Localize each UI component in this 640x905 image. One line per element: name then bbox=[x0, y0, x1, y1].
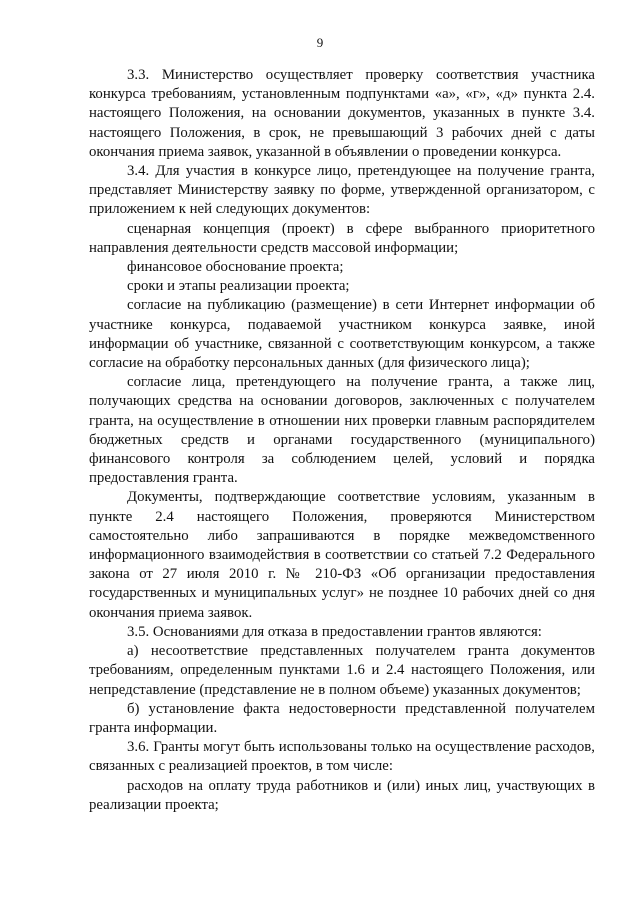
paragraph-3-3: 3.3. Министерство осуществляет проверку соответствия участника конкурса требованиям, установленным подпунктами «а», «г», «д» пункта 2.4. настоящего Положения, на основании документов, указанных в пункте 3.4. настоящего Положения, в срок, не превышающий 3 рабочих дней с даты окончания приема заявок, указанной в объявлении о проведении конкурса. bbox=[89, 67, 595, 160]
list-item-inspection-consent: согласие лица, претендующего на получение гранта, а также лиц, получающих средства на основании договоров, заключенных с получателем гранта, на осуществление в отношении них проверки главным распорядителем бюджетных средств и органами государственного (муниципального) финансового контроля за соблюдением целей, условий и порядка предоставления гранта. bbox=[89, 374, 595, 487]
list-item-timeline: сроки и этапы реализации проекта; bbox=[127, 278, 350, 295]
page-number: 9 bbox=[316, 35, 324, 50]
paragraph-3-6: 3.6. Гранты могут быть использованы только на осуществление расходов, связанных с реализацией проектов, в том числе: bbox=[89, 739, 595, 775]
document-body bbox=[89, 66, 595, 815]
refusal-ground-b: б) установление факта недостоверности представленной получателем гранта информации. bbox=[89, 700, 595, 736]
list-item-financial-justification: финансовое обоснование проекта; bbox=[127, 259, 344, 276]
refusal-ground-a: а) несоответствие представленных получателем гранта документов требованиям, определенным пунктами 1.6 и 2.4 настоящего Положения, или непредставление (представление не в полном объеме) указанных документов; bbox=[89, 643, 595, 698]
paragraph-documents-verification: Документы, подтверждающие соответствие условиям, указанным в пункте 2.4 настоящего Положения, проверяются Министерством самостоятельно либо запрашиваются в порядке межведомственного информационного взаимодействия в соответствии со статьей 7.2 Федерального закона от 27 июля 2010 г. № 210-ФЗ «Об организации предоставления государственных и муниципальных услуг» не позднее 10 рабочих дней со дня окончания приема заявок. bbox=[89, 489, 595, 621]
list-item-publication-consent: согласие на публикацию (размещение) в сети Интернет информации об участнике конкурса, подаваемой участником конкурса заявке, иной информации об участнике, связанной с соответствующим конкурсом, а также согласие на обработку персональных данных (для физического лица); bbox=[89, 297, 595, 372]
list-item-labor-costs: расходов на оплату труда работников и (или) иных лиц, участвующих в реализации проекта; bbox=[89, 777, 595, 813]
paragraph-3-5: 3.5. Основаниями для отказа в предоставлении грантов являются: bbox=[127, 623, 542, 640]
paragraph-3-4: 3.4. Для участия в конкурсе лицо, претендующее на получение гранта, представляет Министерству заявку по форме, утвержденной организатором, с приложением к ней следующих документов: bbox=[89, 163, 595, 218]
list-item-scenario-concept: сценарная концепция (проект) в сфере выбранного приоритетного направления деятельности средств массовой информации; bbox=[89, 220, 595, 256]
